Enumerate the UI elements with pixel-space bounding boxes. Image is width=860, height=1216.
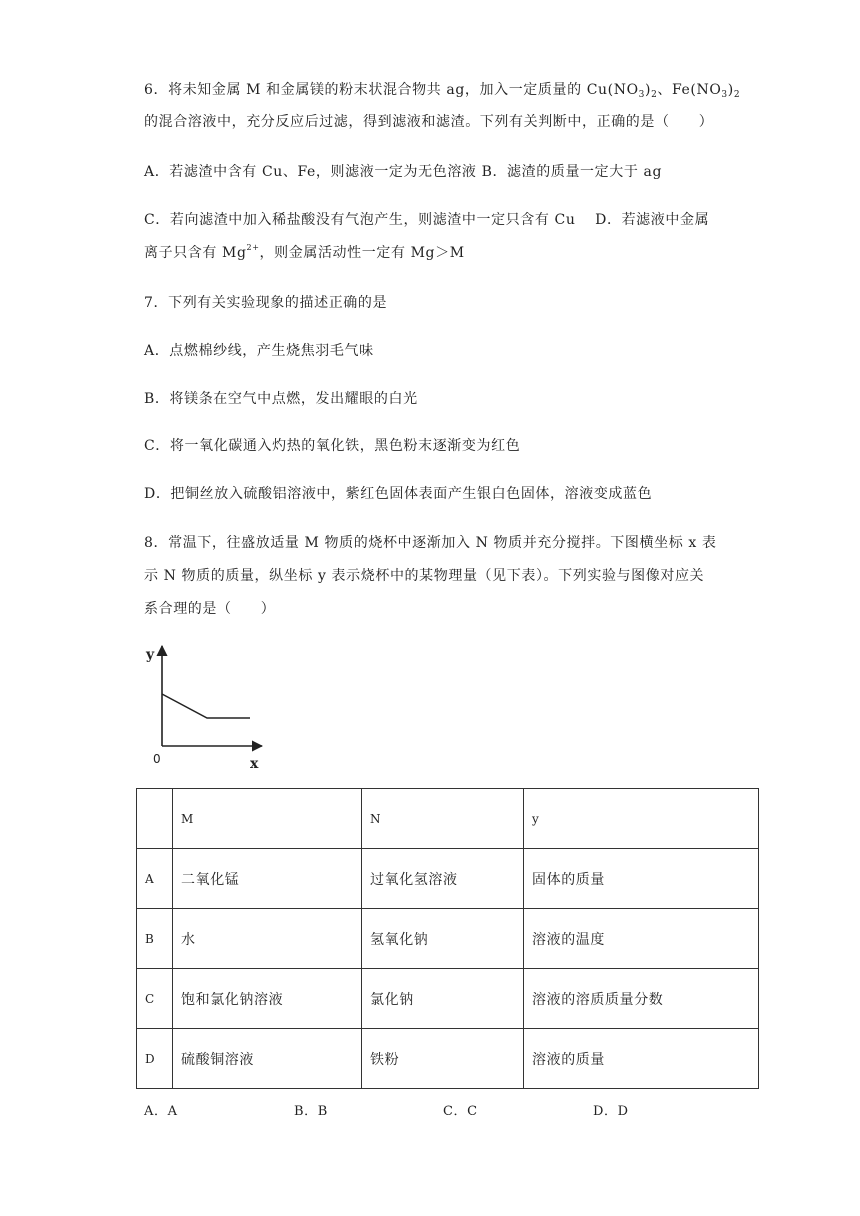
table-cell: 氯化钠 [362,969,524,1029]
q6-option-d-line2 [144,242,465,262]
q6-option-d-text-2: ，则金属活动性一定有 Mg＞M [259,245,465,261]
table-cell: 水 [173,909,362,969]
q7-stem: 7．下列有关实验现象的描述正确的是 [144,295,388,311]
answer-choice-a: A．A [144,1104,178,1119]
table-cell: C [137,969,173,1029]
table-row [137,969,759,1029]
subscript: 2 [651,90,658,100]
table-cell: 溶液的溶质质量分数 [524,969,759,1029]
q7-option-d: D．把铜丝放入硫酸铝溶液中，紫红色固体表面产生银白色固体，溶液变成蓝色 [144,486,653,502]
table-header-cell: y [524,789,759,849]
superscript: 2+ [246,243,260,252]
table-row [137,909,759,969]
q8-answer-choices [0,1100,860,1120]
graph-curve [162,694,250,718]
origin-label: 0 [153,752,161,766]
table-cell: 过氧化氢溶液 [362,849,524,909]
table-row [137,1029,759,1089]
table-cell: B [137,909,173,969]
table-cell: A [137,849,173,909]
q8-stem-line3: 系合理的是（ ） [144,601,276,617]
table-header-cell: M [173,789,362,849]
table-cell: 硫酸铜溶液 [173,1029,362,1089]
q7-option-a: A．点燃棉纱线，产生烧焦羽毛气味 [144,343,374,359]
table-cell: 氢氧化钠 [362,909,524,969]
answer-choice-c: C．C [443,1104,478,1119]
table-cell: 固体的质量 [524,849,759,909]
x-axis-label: x [250,756,259,772]
q6-stem-paren: ) [645,82,652,98]
table-cell: 溶液的质量 [524,1029,759,1089]
table-cell: 铁粉 [362,1029,524,1089]
q7-option-c: C．将一氧化碳通入灼热的氧化铁，黑色粉末逐渐变为红色 [144,438,521,454]
table-cell: D [137,1029,173,1089]
subscript: 2 [733,90,741,100]
subscript: 3 [721,90,728,100]
table-cell: 饱和氯化钠溶液 [173,969,362,1029]
q6-option-a-b: A．若滤渣中含有 Cu、Fe，则滤液一定为无色溶液 B．滤渣的质量一定大于 ag [144,164,663,180]
table-header-row [137,789,759,849]
q6-stem-line2: 的混合溶液中，充分反应后过滤，得到滤液和滤渣。下列有关判断中，正确的是（ ） [144,114,714,130]
q8-table [136,788,759,1089]
q6-stem-paren-2: ) [727,82,734,98]
answer-choice-d: D．D [593,1104,629,1119]
q6-option-c-d: C．若向滤渣中加入稀盐酸没有气泡产生，则滤渣中一定只含有 Cu D．若滤液中金属 [144,212,710,228]
table-row [137,849,759,909]
q6-stem-line1 [144,79,740,100]
y-axis-label: y [146,647,155,663]
table-header-cell [137,789,173,849]
table-cell: 溶液的温度 [524,909,759,969]
subscript: 3 [638,90,645,100]
q8-stem-line2: 示 N 物质的质量，纵坐标 y 表示烧杯中的某物理量（见下表）。下列实验与图像对应关 [144,568,705,584]
q6-stem-text-2: 、Fe(NO [657,82,722,98]
table-cell: 二氧化锰 [173,849,362,909]
q8-graph [140,642,270,772]
q6-stem-text-1: 6．将未知金属 M 和金属镁的粉末状混合物共 ag，加入一定质量的 Cu(NO [144,82,639,98]
q7-option-b: B．将镁条在空气中点燃，发出耀眼的白光 [144,391,418,407]
q6-option-d-text-1: 离子只含有 Mg [144,245,247,261]
table-header-cell: N [362,789,524,849]
answer-choice-b: B．B [294,1104,328,1119]
q8-stem-line1: 8．常温下，往盛放适量 M 物质的烧杯中逐渐加入 N 物质并充分搅拌。下图横坐标 x 表 [144,535,717,551]
